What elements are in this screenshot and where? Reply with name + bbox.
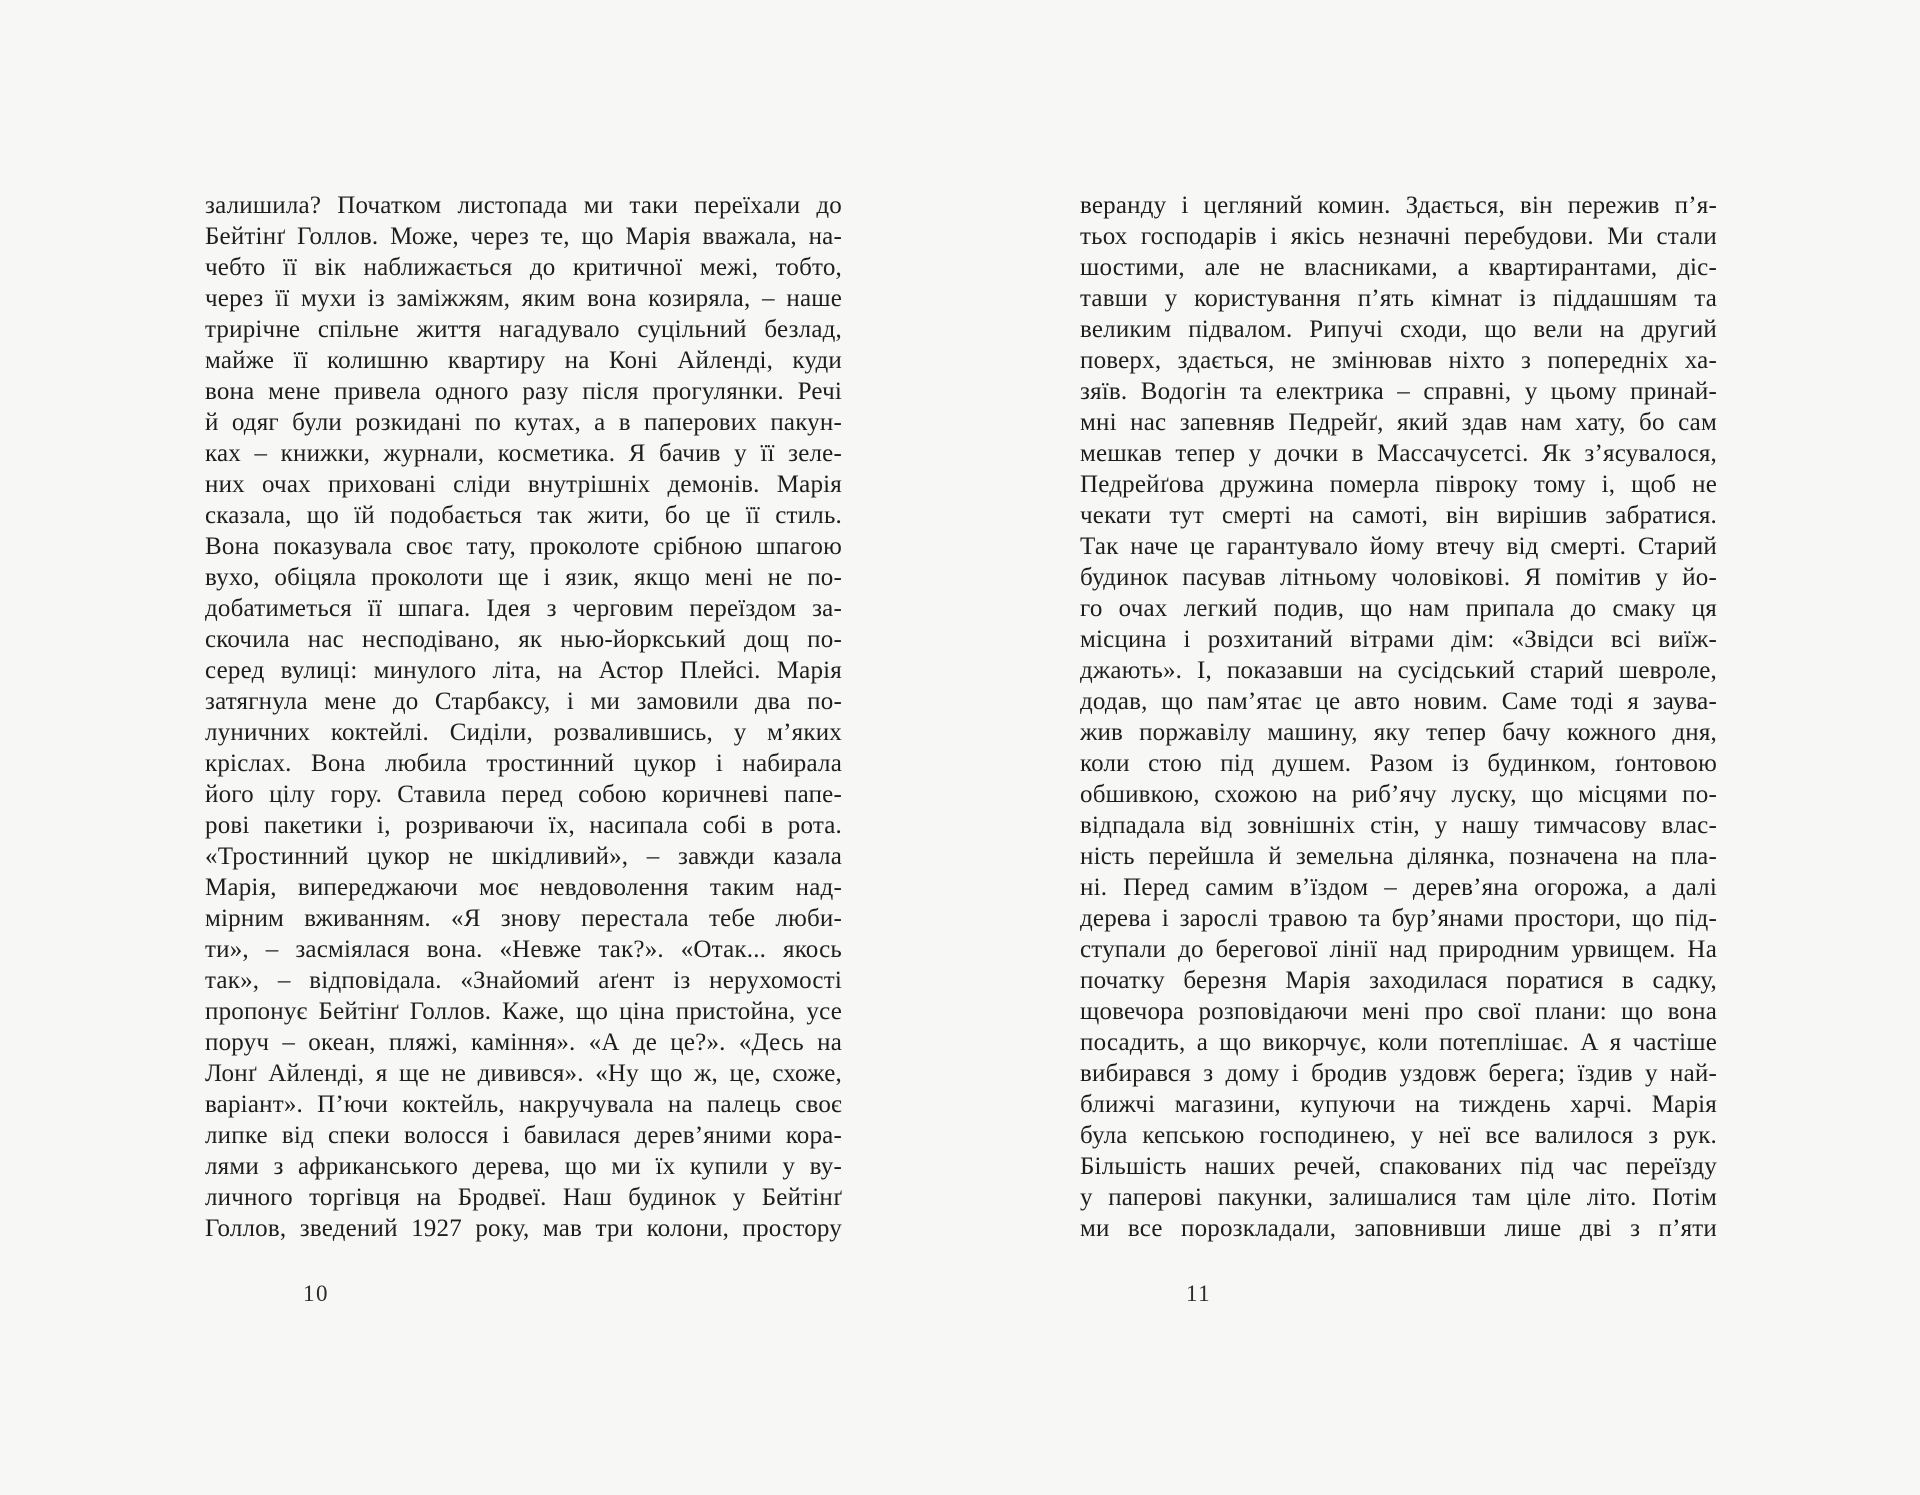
text-line: ні. Перед самим в’їздом – дерев’яна огорожа, а далі (1080, 874, 1717, 901)
text-line: липке від спеки волосся і бавилася дерев’яними кора- (205, 1122, 842, 1149)
text-line: так», – відповідала. «Знайомий аґент із нерухомості (205, 967, 842, 994)
text-line: Лонґ Айленді, я ще не дивився». «Ну що ж, це, схоже, (205, 1060, 842, 1087)
text-line: Марія, випереджаючи моє невдоволення таким над- (205, 874, 842, 901)
text-line: сказала, що їй подобається так жити, бо це її стиль. (205, 502, 842, 529)
text-line: вибирався з дому і бродив уздовж берега; їздив у най- (1080, 1060, 1717, 1087)
text-line: Вона показувала своє тату, проколоте срібною шпагою (205, 533, 842, 560)
text-line: у паперові пакунки, залишалися там ціле літо. Потім (1080, 1184, 1717, 1211)
text-line: мірним вживанням. «Я знову перестала тебе люби- (205, 905, 842, 932)
text-line: скочила нас несподівано, як нью-йоркський дощ по- (205, 626, 842, 653)
text-line: поруч – океан, пляжі, каміння». «А де це?». «Десь на (205, 1029, 842, 1056)
text-line: зяїв. Водогін та електрика – справні, у цьому принай- (1080, 378, 1717, 405)
text-line: тавши у користування п’ять кімнат із піддашшям та (1080, 285, 1717, 312)
text-line: мні нас запевняв Педрейґ, який здав нам хату, бо сам (1080, 409, 1717, 436)
text-line: лями з африканського дерева, що ми їх купили у ву- (205, 1153, 842, 1180)
text-line: ти», – засміялася вона. «Невже так?». «Отак... якось (205, 936, 842, 963)
text-line: коли стою під душем. Разом із будинком, ґонтовою (1080, 750, 1717, 777)
text-line: великим підвалом. Рипучі сходи, що вели на другий (1080, 316, 1717, 343)
text-line: вона мене привела одного разу після прогулянки. Речі (205, 378, 842, 405)
text-line: ближчі магазини, купуючи на тиждень харчі. Марія (1080, 1091, 1717, 1118)
text-line: обшивкою, схожою на риб’ячу луску, що місцями по- (1080, 781, 1717, 808)
text-line: серед вулиці: минулого літа, на Астор Плейсі. Марія (205, 657, 842, 684)
text-line: личного торгівця на Бродвеї. Наш будинок у Бейтінґ (205, 1184, 842, 1211)
text-line: початку березня Марія заходилася поратися в садку, (1080, 967, 1717, 994)
text-line: ми все порозкладали, заповнивши лише дві з п’яти (1080, 1215, 1717, 1242)
text-line: них очах приховані сліди внутрішніх демонів. Марія (205, 471, 842, 498)
text-line: через її мухи із заміжжям, яким вона козиряла, – наше (205, 285, 842, 312)
text-line: й одяг були розкидані по кутах, а в паперових пакун- (205, 409, 842, 436)
text-line: пропонує Бейтінґ Голлов. Каже, що ціна пристойна, усе (205, 998, 842, 1025)
text-line: луничних коктейлі. Сиділи, розвалившись, у м’яких (205, 719, 842, 746)
text-line: вухо, обіцяла проколоти ще і язик, якщо мені не по- (205, 564, 842, 591)
text-line: «Тростинний цукор не шкідливий», – завжди казала (205, 843, 842, 870)
text-line: чебто її вік наближається до критичної межі, тобто, (205, 254, 842, 281)
text-line: джають». І, показавши на сусідський старий шевроле, (1080, 657, 1717, 684)
text-line: Педрейґова дружина померла півроку тому і, щоб не (1080, 471, 1717, 498)
text-line: ступали до берегової лінії над природним урвищем. На (1080, 936, 1717, 963)
text-line: кріслах. Вона любила тростинний цукор і набирала (205, 750, 842, 777)
page-left-number: 10 (303, 1281, 329, 1306)
text-line: поверх, здається, не змінював ніхто з попередніх ха- (1080, 347, 1717, 374)
text-line: добатиметься її шпага. Ідея з черговим переїздом за- (205, 595, 842, 622)
text-line: майже її колишню квартиру на Коні Айленді, куди (205, 347, 842, 374)
text-line: ність перейшла й земельна ділянка, позначена на пла- (1080, 843, 1717, 870)
text-line: трирічне спільне життя нагадувало суцільний безлад, (205, 316, 842, 343)
text-line: посадить, а що викорчує, коли потеплішає. А я частіше (1080, 1029, 1717, 1056)
text-line: го очах легкий подив, що нам припала до смаку ця (1080, 595, 1717, 622)
text-line: відпадала від зовнішніх стін, у нашу тимчасову влас- (1080, 812, 1717, 839)
text-line: мешкав тепер у дочки в Массачусетсі. Як з’ясувалося, (1080, 440, 1717, 467)
text-line: Бейтінґ Голлов. Може, через те, що Марія вважала, на- (205, 223, 842, 250)
text-line: жив поржавілу машину, яку тепер бачу кожного дня, (1080, 719, 1717, 746)
text-line: рові пакетики і, розриваючи їх, насипала собі в рота. (205, 812, 842, 839)
text-line: ках – книжки, журнали, косметика. Я бачив у її зеле- (205, 440, 842, 467)
text-line: місцина і розхитаний вітрами дім: «Звідси всі виїж- (1080, 626, 1717, 653)
text-line: додав, що пам’ятає це авто новим. Саме тоді я заува- (1080, 688, 1717, 715)
text-line: чекати тут смерті на самоті, він вирішив забратися. (1080, 502, 1717, 529)
text-line: залишила? Початком листопада ми таки переїхали до (205, 192, 842, 219)
text-line: дерева і зарослі травою та бур’янами простори, що під- (1080, 905, 1717, 932)
text-line: тьох господарів і якісь незначні перебудови. Ми стали (1080, 223, 1717, 250)
text-line: Більшість наших речей, спакованих під час переїзду (1080, 1153, 1717, 1180)
page-right (960, 0, 1920, 1495)
text-line: затягнула мене до Старбаксу, і ми замовили два по- (205, 688, 842, 715)
page-left-text-block (205, 190, 842, 1244)
text-line: шостими, але не власниками, а квартирантами, діс- (1080, 254, 1717, 281)
page-right-number: 11 (1186, 1281, 1212, 1306)
text-line: будинок пасував літньому чоловікові. Я помітив у йо- (1080, 564, 1717, 591)
text-line: Так наче це гарантувало йому втечу від смерті. Старий (1080, 533, 1717, 560)
text-line: варіант». П’ючи коктейль, накручувала на палець своє (205, 1091, 842, 1118)
text-line: була кепською господинею, у неї все валилося з рук. (1080, 1122, 1717, 1149)
text-line: його цілу гору. Ставила перед собою коричневі папе- (205, 781, 842, 808)
text-line: щовечора розповідаючи мені про свої плани: що вона (1080, 998, 1717, 1025)
page-right-text-block (1080, 190, 1717, 1244)
text-line: Голлов, зведений 1927 року, мав три колони, простору (205, 1215, 842, 1242)
text-line: веранду і цегляний комин. Здається, він пережив п’я- (1080, 192, 1717, 219)
